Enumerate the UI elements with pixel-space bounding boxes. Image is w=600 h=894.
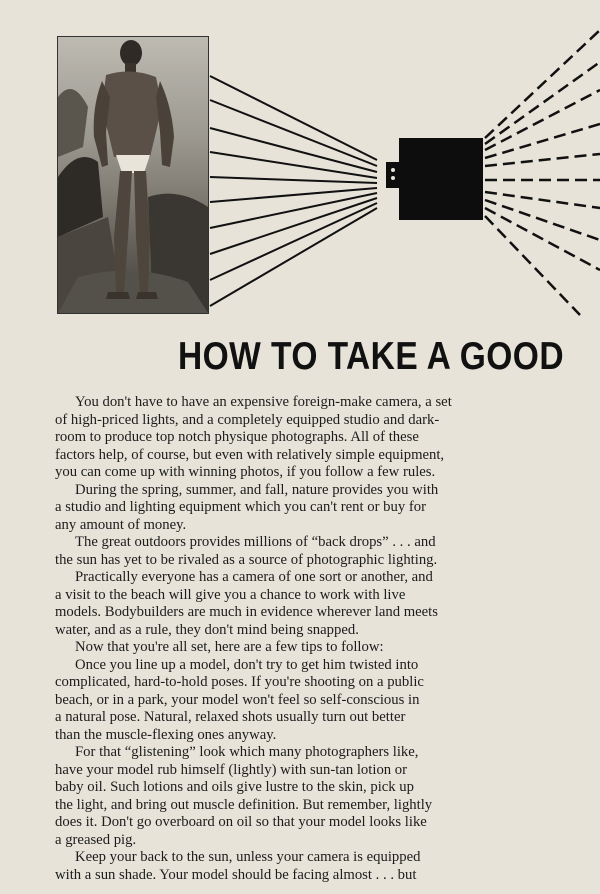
camera-rays-svg: [205, 30, 600, 325]
article-body: [55, 394, 599, 884]
bodybuilder-figure: [58, 37, 208, 313]
body-line: any amount of money.: [55, 516, 187, 533]
body-line: than the muscle-flexing ones anyway.: [55, 726, 277, 743]
bodybuilder-photo: [57, 36, 209, 314]
body-line: Now that you're all set, here are a few tips to follow:: [75, 639, 384, 655]
left-rays: [210, 76, 377, 306]
body-line: Keep your back to the sun, unless your camera is equipped: [75, 849, 421, 865]
body-line: the light, and bring out muscle definition. But remember, lightly: [55, 796, 433, 813]
body-line: a natural pose. Natural, relaxed shots usually turn out better: [55, 709, 406, 725]
body-line: baby oil. Such lotions and oils give lustre to the skin, pick up: [55, 779, 414, 795]
body-line: room to produce top notch physique photographs. All of these: [55, 429, 419, 445]
body-line: have your model rub himself (lightly) with sun-tan lotion or: [55, 761, 408, 778]
camera-illustration: [205, 30, 600, 325]
body-line: a greased pig.: [55, 831, 137, 848]
right-rays: [485, 30, 600, 315]
body-line: You don't have to have an expensive foreign-make camera, a set: [75, 394, 452, 410]
article-headline: HOW TO TAKE A GOOD: [178, 335, 564, 378]
body-line: factors help, of course, but even with relatively simple equipment,: [55, 446, 445, 463]
body-line: with a sun shade. Your model should be facing almost . . . but: [55, 866, 417, 883]
body-line: For that “glistening” look which many photographers like,: [75, 744, 419, 760]
body-line: The great outdoors provides millions of “back drops” . . . and: [75, 534, 436, 550]
body-line: water, and as a rule, they don't mind being snapped.: [55, 621, 359, 638]
camera-lens: [386, 162, 400, 188]
body-line: models. Bodybuilders are much in evidence wherever land meets: [55, 604, 438, 620]
body-line: During the spring, summer, and fall, nature provides you with: [75, 481, 439, 498]
body-line: the sun has yet to be rivaled as a source of photographic lighting.: [55, 551, 438, 568]
body-line: a studio and lighting equipment which you can't rent or buy for: [55, 499, 426, 515]
body-line: Practically everyone has a camera of one sort or another, and: [75, 569, 433, 585]
body-line: does it. Don't go overboard on oil so that your model looks like: [55, 814, 427, 830]
body-line: Once you line up a model, don't try to get him twisted into: [75, 656, 419, 673]
body-line: of high-priced lights, and a completely equipped studio and dark-: [55, 411, 440, 428]
camera-body: [399, 138, 483, 220]
body-line: beach, or in a park, your model won't feel so self-conscious in: [55, 691, 420, 708]
body-line: you can come up with winning photos, if you follow a few rules.: [55, 464, 436, 480]
body-line: complicated, hard-to-hold poses. If you're shooting on a public: [55, 674, 424, 690]
body-line: a visit to the beach will give you a chance to work with live: [55, 586, 406, 603]
